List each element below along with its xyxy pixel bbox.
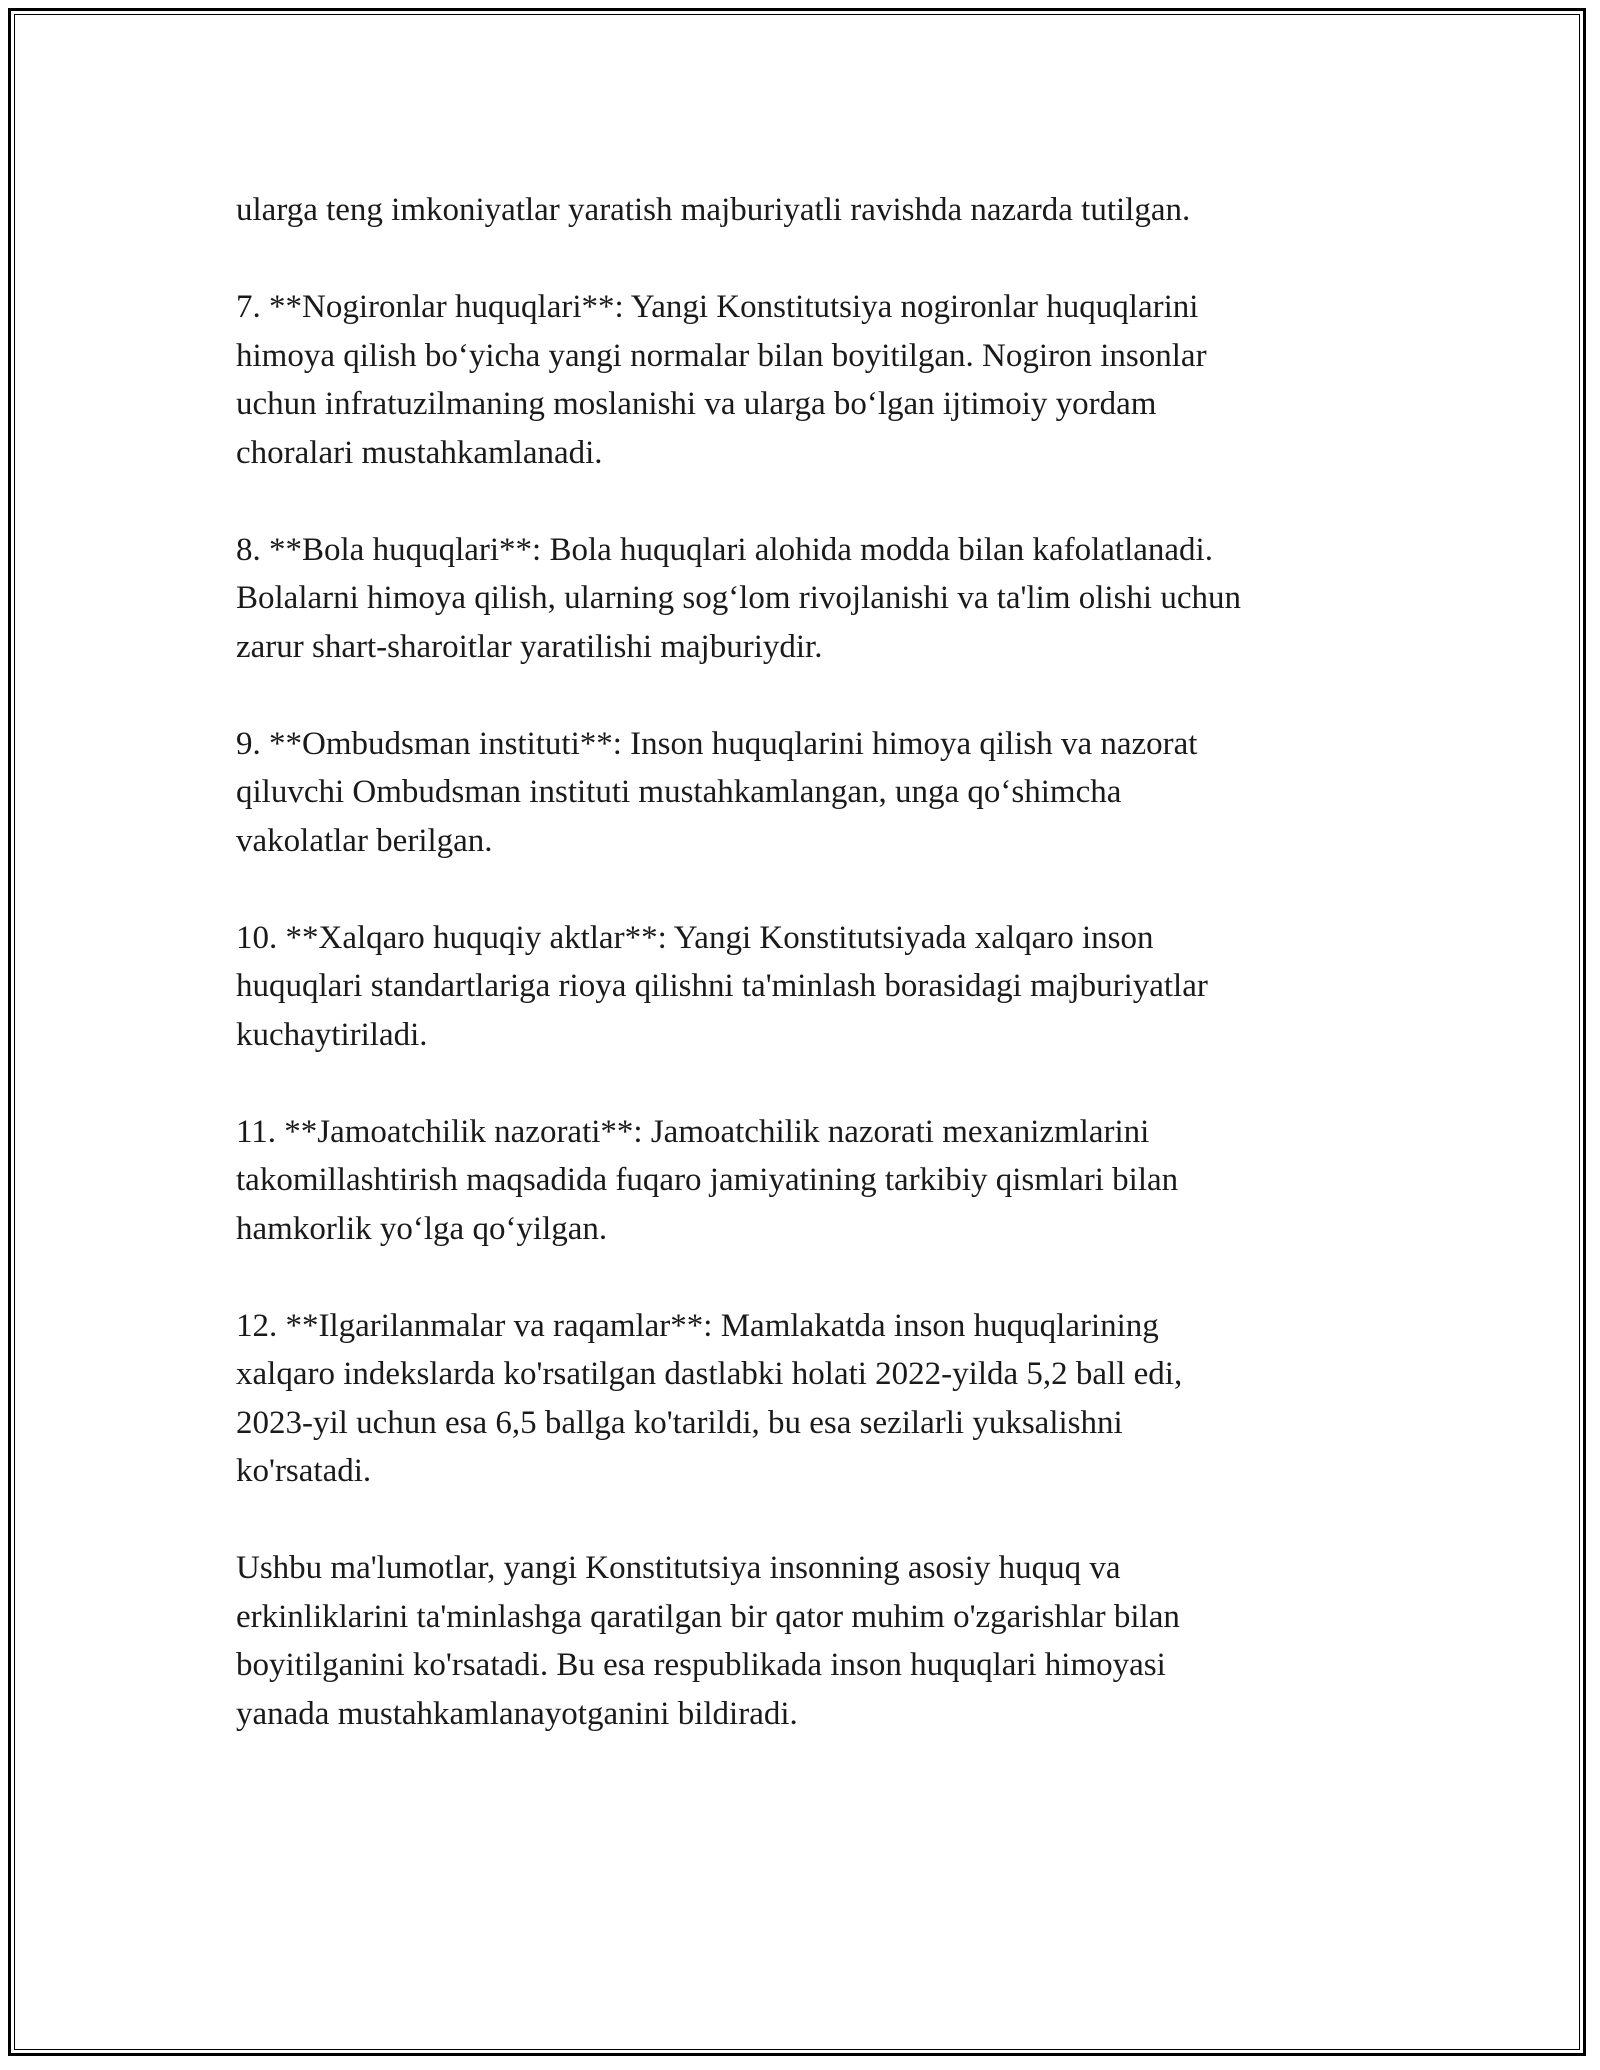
paragraph-item-12: 12. **Ilgarilanmalar va raqamlar**: Mamlakatda inson huquqlarining xalqaro indekslarda ko'rsatilgan dastlabki holati 2022-yilda 5,2 ball edi, 2023-yil uchun esa 6,5 ballga ko'tarildi, bu esa sezilarli yuksalishni ko'rsatadi. [236,1307,1183,1489]
document-body [236,186,1396,1787]
paragraph-item-10: 10. **Xalqaro huquqiy aktlar**: Yangi Konstitutsiyada xalqaro inson huquqlari standartlariga rioya qilishni ta'minlash borasidagi majburiyatlar kuchaytiriladi. [236,919,1208,1053]
paragraph-item-7: 7. **Nogironlar huquqlari**: Yangi Konstitutsiya nogironlar huquqlarini himoya qilish bo‘yicha yangi normalar bilan boyitilgan. Nogiron insonlar uchun infratuzilmaning moslanishi va ularga bo‘lgan ijtimoiy yordam choralari mustahkamlanadi. [236,289,1207,471]
paragraph-item-9: 9. **Ombudsman instituti**: Inson huquqlarini himoya qilish va nazorat qiluvchi Ombudsman instituti mustahkamlangan, unga qo‘shimcha vakolatlar berilgan. [236,725,1198,859]
paragraph-conclusion: Ushbu ma'lumotlar, yangi Konstitutsiya insonning asosiy huquq va erkinliklarini ta'minlashga qaratilgan bir qator muhim o'zgarishlar bilan boyitilganini ko'rsatadi. Bu esa respublikada inson huquqlari himoyasi yanada mustahkamlanayotganini bildiradi. [236,1550,1180,1732]
paragraph-item-11: 11. **Jamoatchilik nazorati**: Jamoatchilik nazorati mexanizmlarini takomillashtirish maqsadida fuqaro jamiyatining tarkibiy qismlari bilan hamkorlik yo‘lga qo‘yilgan. [236,1113,1179,1247]
paragraph-item-8: 8. **Bola huquqlari**: Bola huquqlari alohida modda bilan kafolatlanadi. Bolalarni himoya qilish, ularning sog‘lom rivojlanishi va ta'lim olishi uchun zarur shart-sharoitlar yaratilishi majburiydir. [236,531,1242,665]
paragraph-continuation: ularga teng imkoniyatlar yaratish majburiyatli ravishda nazarda tutilgan. [236,192,1191,228]
